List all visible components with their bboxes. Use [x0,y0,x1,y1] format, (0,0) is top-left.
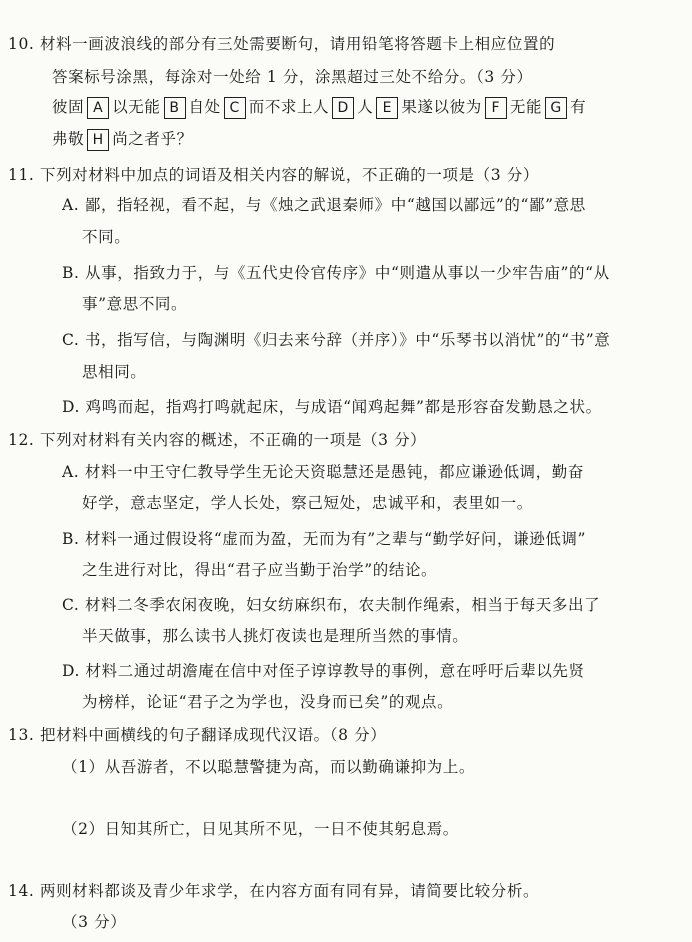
break-mark-b[interactable]: B [164,97,186,119]
q13-sentence-2: （2）日知其所亡，日见其所不见，一日不使其躬息焉。 [62,820,459,838]
q10-segment: 而不求上人 [248,98,330,116]
break-mark-h[interactable]: H [87,129,109,151]
q11-option-a-cont: 不同。 [82,228,131,246]
q11-option-b[interactable]: B. 从事，指致力于，与《五代史伶官传序》中“则遣从事以一少牢告庙”的“从 [62,264,610,282]
q11-option-a[interactable]: A. 鄙，指轻视，看不起，与《烛之武退秦师》中“越国以鄙远”的“鄙”意思 [62,196,586,214]
q10-segment: 彼固 [52,98,85,116]
q10-segment: 无能 [509,98,543,116]
break-mark-e[interactable]: E [376,97,398,119]
q12-option-a-cont: 好学，意志坚定，学人长处，察己短处，忠诚平和，表里如一。 [82,494,533,512]
q12-option-b-cont: 之生进行对比，得出“君子应当勤于治学”的结论。 [82,561,438,579]
q12-stem: 12. 下列对材料有关内容的概述，不正确的一项是（3 分） [8,431,427,449]
q12-option-d-cont: 为榜样，论证“君子之为学也，没身而已矣”的观点。 [82,693,454,711]
q13-stem: 13. 把材料中画横线的句子翻译成现代汉语。（8 分） [8,726,387,744]
q12-option-c[interactable]: C. 材料二冬季农闲夜晚，妇女纺麻织布，农夫制作绳索，相当于每天多出了 [62,596,601,614]
q10-passage-line-1 [52,96,586,119]
q12-option-c-cont: 半天做事，那么读书人挑灯夜读也是理所当然的事情。 [82,627,469,645]
q12-option-d[interactable]: D. 材料二通过胡澹庵在信中对侄子谆谆教导的事例，意在呼吁后辈以先贤 [62,662,585,680]
q12-option-a[interactable]: A. 材料一中王守仁教导学生无论天资聪慧还是愚钝，都应谦逊低调，勤奋 [62,463,584,481]
q10-segment: 自处 [188,98,221,116]
break-mark-g[interactable]: G [545,97,567,119]
q10-line-2: 答案标号涂黑，每涂对一处给 1 分，涂黑超过三处不给分。（3 分） [52,68,533,86]
q12-option-b[interactable]: B. 材料一通过假设将“虚而为盈，无而为有”之辈与“勤学好问，谦逊低调” [62,530,587,548]
q10-segment: 人 [357,98,374,116]
q10-segment: 弗敬 [52,130,85,148]
q10-line-1: 10. 材料一画波浪线的部分有三处需要断句，请用铅笔将答题卡上相应位置的 [8,35,556,53]
break-mark-a[interactable]: A [87,97,109,119]
q10-segment: 有 [570,98,587,116]
q10-passage-line-2 [52,128,193,151]
q11-option-c-cont: 思相同。 [82,363,147,381]
q10-segment: 果遂以彼为 [401,98,482,116]
break-mark-c[interactable]: C [224,97,246,119]
q10-segment: 尚之者乎？ [112,130,193,148]
q13-sentence-1: （1）从吾游者，不以聪慧警捷为高，而以勤确谦抑为上。 [62,758,475,776]
q10-segment: 以无能 [112,98,161,116]
q11-option-b-cont: 事”意思不同。 [82,295,188,313]
break-mark-f[interactable]: F [485,97,507,119]
q14-line-2: （3 分） [62,913,127,931]
q14-line-1: 14. 两则材料都谈及青少年求学，在内容方面有同有异，请简要比较分析。 [8,882,540,900]
break-mark-d[interactable]: D [332,97,354,119]
q11-option-d[interactable]: D. 鸡鸣而起，指鸡打鸣就起床，与成语“闻鸡起舞”都是形容奋发勤恳之状。 [62,398,602,416]
q11-stem: 11. 下列对材料中加点的词语及相关内容的解说，不正确的一项是（3 分） [8,166,539,184]
q11-option-c[interactable]: C. 书，指写信，与陶渊明《归去来兮辞（并序）》中“乐琴书以消忧”的“书”意 [62,331,611,349]
